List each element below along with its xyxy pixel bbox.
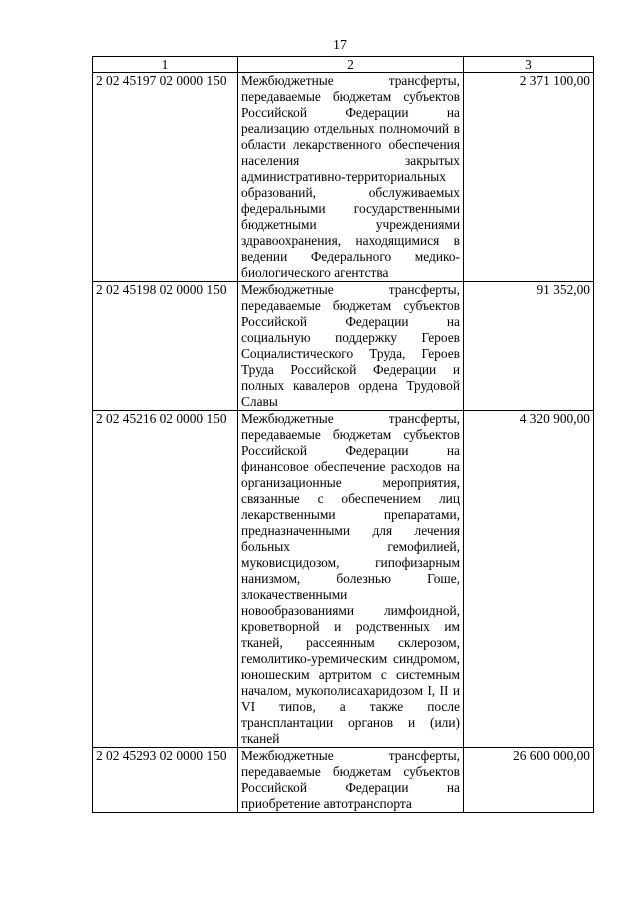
description-cell: Межбюджетные трансферты, передаваемые бюджетам субъектов Российской Федерации на реализацию отдельных полномочий в области лекарственного обеспечения населения закрытых административно-территориальных образований, обслуживаемых федеральными государственными бюджетными учреждениями здравоохранения, находящимися в ведении Федерального медико-биологического агентства <box>238 73 464 282</box>
column-header-amount: 3 <box>464 57 594 73</box>
budget-code-cell: 2 02 45198 02 0000 150 <box>93 282 238 411</box>
page-number: 17 <box>333 38 347 53</box>
budget-code-cell: 2 02 45197 02 0000 150 <box>93 73 238 282</box>
description-cell: Межбюджетные трансферты, передаваемые бюджетам субъектов Российской Федерации на финансовое обеспечение расходов на организационные мероприятия, связанные с обеспечением лиц лекарственными препаратами, предназначенными для лечения больных гемофилией, муковисцидозом, гипофизарным нанизмом, болезнью Гоше, злокачественными новообразованиями лимфоидной, кроветворной и родственных им тканей, рассеянным склерозом, гемолитико-уремическим синдромом, юношеским артритом с системным началом, мукополисахаридозом I, II и VI типов, а также после трансплантации органов и (или) тканей <box>238 411 464 748</box>
budget-code-cell: 2 02 45293 02 0000 150 <box>93 748 238 813</box>
table-row <box>93 73 594 282</box>
amount-cell: 26 600 000,00 <box>464 748 594 813</box>
description-cell: Межбюджетные трансферты, передаваемые бюджетам субъектов Российской Федерации на приобретение автотранспорта <box>238 748 464 813</box>
amount-cell: 2 371 100,00 <box>464 73 594 282</box>
table-row <box>93 748 594 813</box>
column-header-code: 1 <box>93 57 238 73</box>
budget-code-cell: 2 02 45216 02 0000 150 <box>93 411 238 748</box>
table-row <box>93 411 594 748</box>
description-cell: Межбюджетные трансферты, передаваемые бюджетам субъектов Российской Федерации на социальную поддержку Героев Социалистического Труда, Героев Труда Российской Федерации и полных кавалеров ордена Трудовой Славы <box>238 282 464 411</box>
budget-revenue-table <box>92 56 594 813</box>
amount-cell: 91 352,00 <box>464 282 594 411</box>
table-row <box>93 282 594 411</box>
table-header-row <box>93 57 594 73</box>
column-header-description: 2 <box>238 57 464 73</box>
amount-cell: 4 320 900,00 <box>464 411 594 748</box>
